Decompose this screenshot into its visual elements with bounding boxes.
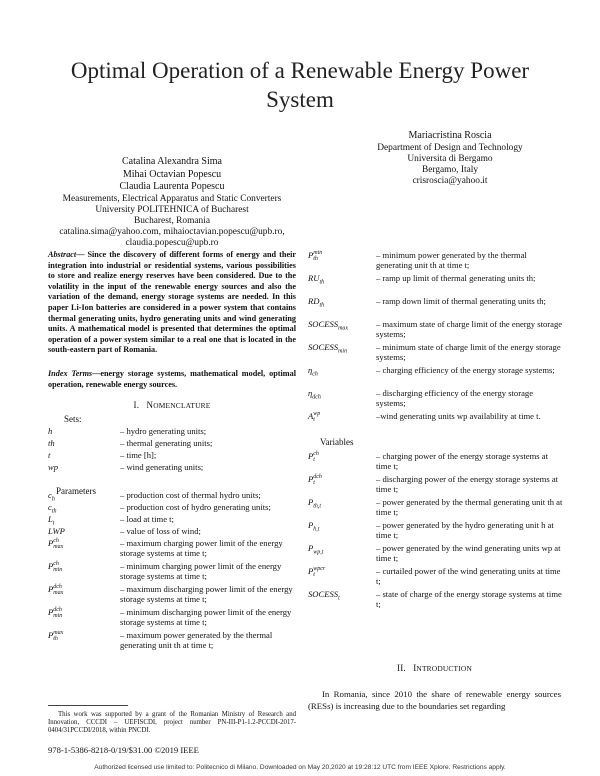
author-name: Mihai Octavian Popescu (122, 168, 222, 180)
description: – minimum state of charge limit of the energy storage systems; (376, 342, 561, 363)
footnote: This work was supported by a grant of the Romanian Ministry of Research and Innovation, CCCDI – UEFISCDI, project number PN-III-P1-1.2-PCCDI-2017-0404/31PCCDI/2018, within PNCDI. (48, 711, 296, 735)
description: – production cost of hydro generating units; (120, 502, 271, 512)
description: – value of loss of wind; (120, 526, 201, 536)
index-terms-label: Index Terms (48, 369, 93, 378)
author-affiliation: Bucharest, Romania (133, 215, 211, 226)
symbol: P min th (308, 250, 323, 263)
description: – power generated by the wind generating units wp at time t; (376, 543, 561, 564)
description: – thermal generating units; (120, 438, 213, 448)
symbol: $P_{th,t}$ (308, 497, 322, 510)
description: – ramp up limit of thermal generating units th; (376, 273, 536, 283)
symbol: h (48, 426, 53, 436)
author-name: Catalina Alexandra Sima (122, 156, 222, 167)
isbn-line: 978-1-5386-8218-0/19/$31.00 ©2019 IEEE (48, 745, 199, 755)
description: – state of charge of the energy storage systems at time t; (376, 589, 562, 610)
section-heading-introduction: II. INTRODUCTION (397, 663, 472, 673)
abstract-text: — Since the discovery of different forms of energy and their integration into industrial or residential systems, various possibilities to store and realize energy reserves have been considered. Due to the volatility in the input of the renewable energy sources and also the variation of the demand, energy storage systems are needed. In this paper Li-Ion batteries are considered in a power system that contains thermal generating units, hydro generating units and wind generating units. A mathematical model is presented that determines the optimal operation of a power system similar to a real one that is located in the south-eastern part of Romania. (48, 250, 296, 355)
symbol: LWP (48, 526, 65, 536)
symbol: P dch min (48, 607, 63, 620)
introduction-text: In Romania, since 2010 the share of renewable energy sources (RESs) is increasing due to the boundaries set regarding (308, 689, 561, 711)
symbol: $SOCESS_{min}$ (308, 342, 348, 355)
description: – curtailed power of the wind generating units at time t; (376, 566, 561, 587)
description: – power generated by the hydro generating unit h at time t; (376, 520, 554, 541)
description: – discharging efficiency of the energy storage systems; (376, 388, 534, 409)
symbol: P ch max (48, 538, 64, 551)
symbol: $SOCESS_{max}$ (308, 319, 349, 332)
description: – power generated by the thermal generating unit th at time t; (376, 497, 563, 518)
abstract-label: Abstract (48, 250, 77, 259)
symbol: $P_{wp,t}$ (308, 543, 324, 556)
author-affiliation: Measurements, Electrical Apparatus and Static Converters (62, 193, 282, 204)
symbol: $\eta_{dch}$ (308, 388, 321, 401)
footnote-rule (48, 705, 128, 706)
author-name: Claudia Laurenta Popescu (119, 181, 225, 192)
abstract (48, 250, 296, 356)
description: – maximum power generated by the thermal generating unit th at time t; (120, 630, 273, 651)
paper-title: Optimal Operation of a Renewable Energy Power System (70, 58, 530, 112)
author-name: Mariacristina Roscia (408, 130, 492, 141)
description: – minimum discharging power limit of the energy storage systems at time t; (120, 607, 292, 628)
symbol: $RD_{th}$ (308, 296, 325, 309)
description: –wind generating units wp availability at time t. (376, 411, 541, 421)
symbol: wp (48, 462, 59, 472)
symbol: P max th (48, 630, 64, 643)
license-line: Authorized licensed use limited to: Politecnico di Milano. Downloaded on May 20,2020 at 19:28:12 UTC from IEEE Xplore. Restrictions apply. (94, 764, 506, 771)
description: – load at time t; (120, 514, 174, 524)
variables-label: Variables (320, 437, 354, 447)
symbol: P wpcr t (308, 566, 326, 579)
author-affiliation: Bergamo, Italy (421, 164, 479, 175)
description: – maximum charging power limit of the energy storage systems at time t; (120, 538, 283, 559)
symbol: th (48, 438, 55, 448)
symbol: $P_{h,t}$ (308, 520, 320, 533)
author-affiliation: Department of Design and Technology (377, 142, 523, 153)
description: – discharging power of the energy storage systems at time t; (376, 474, 559, 495)
symbol: P dch t (308, 474, 322, 487)
symbol: A wp t (308, 411, 321, 424)
description: – minimum charging power limit of the energy storage systems at time t; (120, 561, 282, 582)
parameters-label: Parameters (56, 486, 96, 496)
symbol: $SOCESS_t$ (308, 589, 340, 602)
sets-label: Sets: (64, 414, 82, 424)
symbol: $RU_{th}$ (308, 273, 325, 286)
index-terms-text: —energy storage systems, mathematical model, optimal operation, renewable energy sources. (48, 369, 296, 389)
symbol: P dch max (48, 584, 64, 597)
author-email: catalina.sima@yahoo.com, mihaioctavian.popescu@upb.ro, (59, 226, 285, 237)
description: – charging efficiency of the energy storage systems; (376, 365, 555, 375)
description: – hydro generating units; (120, 426, 207, 436)
author-affiliation: University POLITEHNICA of Bucharest (95, 204, 249, 215)
author-email: crisroscia@yahoo.it (412, 175, 488, 186)
author-email: claudia.popescu@upb.ro (125, 237, 219, 248)
author-block-right (318, 130, 582, 187)
description: – minimum power generated by the thermal generating unit th at time t; (376, 250, 527, 271)
section-heading-nomenclature: I. NOMENCLATURE (133, 400, 211, 410)
symbol: $c_{th}$ (48, 502, 57, 515)
description: – production cost of thermal hydro units; (120, 490, 261, 500)
symbol: $c_h$ (48, 490, 55, 503)
description: – charging power of the energy storage systems at time t; (376, 451, 548, 472)
description: – maximum state of charge limit of the energy storage systems; (376, 319, 563, 340)
description: – wind generating units; (120, 462, 204, 472)
symbol: $L_t$ (48, 514, 55, 527)
symbol: $\eta_{ch}$ (308, 365, 318, 378)
author-affiliation: Universita di Bergamo (407, 153, 493, 164)
description: – time [h]; (120, 450, 157, 460)
description: – maximum discharging power limit of the energy storage systems at time t; (120, 584, 293, 605)
symbol: t (48, 450, 51, 460)
symbol: P ch t (308, 451, 319, 464)
author-block-left (22, 156, 322, 249)
description: – ramp down limit of thermal generating units th; (376, 296, 546, 306)
index-terms (48, 369, 296, 390)
symbol: P ch min (48, 561, 63, 574)
